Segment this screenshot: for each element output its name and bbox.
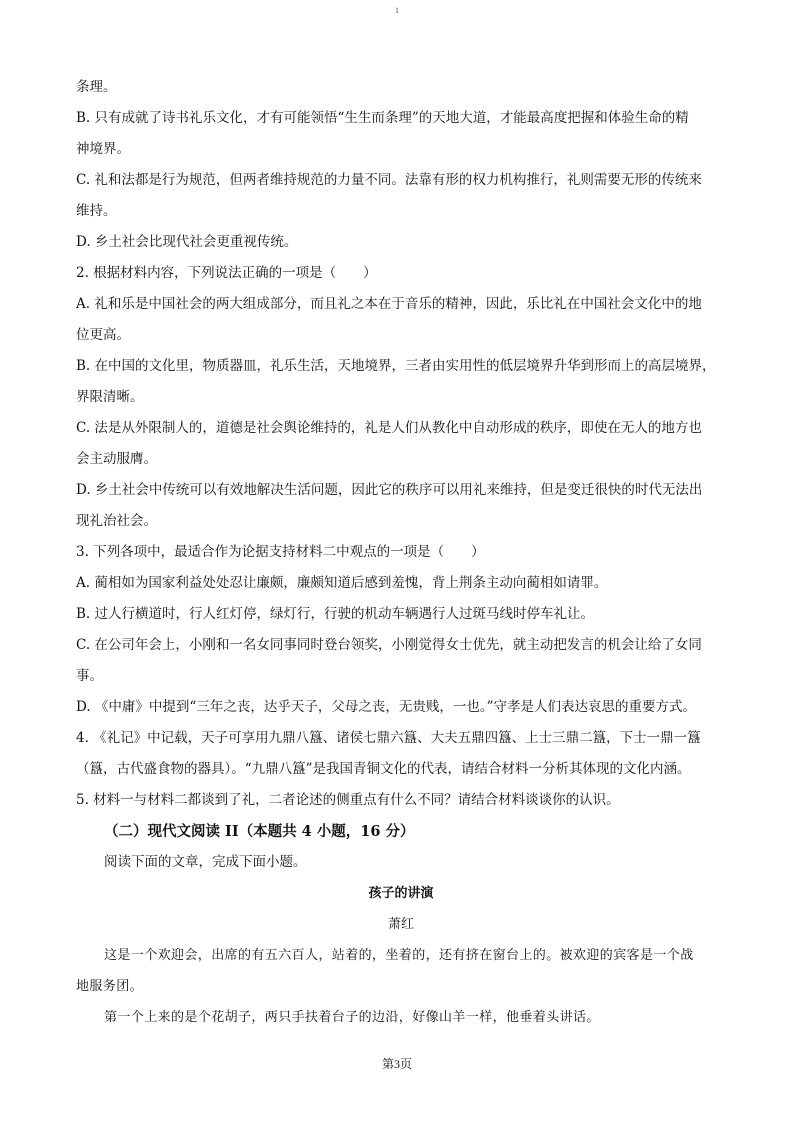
option-a-line: A. 礼和乐是中国社会的两大组成部分，而且礼之本在于音乐的精神，因此，乐比礼在中国社会文化中的地 [76,296,702,312]
option-c-line: C. 法是从外限制人的，道德是社会舆论维持的，礼是人们从教化中自动形成的秩序，即使在无人的地方也 [76,420,702,436]
text-line: 会主动服膺。 [76,451,157,467]
text-line: （簋，古代盛食物的器具）。“九鼎八簋”是我国青铜文化的代表，请结合材料一分析其体现的文化内涵。 [76,761,691,777]
question-2: 2. 根据材料内容，下列说法正确的一项是（ ） [76,265,377,281]
option-a-line: A. 蔺相如为国家利益处处忍让廉颇，廉颇知道后感到羞愧，背上荆条主动向蔺相如请罪。 [76,575,608,591]
option-c-line: C. 礼和法都是行为规范，但两者维持规范的力量不同。法靠有形的权力机构推行，礼则需要无形的传统来 [76,172,702,188]
question-5: 5. 材料一与材料二都谈到了礼，二者论述的侧重点有什么不同？请结合材料谈谈你的认识。 [76,792,620,808]
option-d-line: D. 《中庸》中提到“三年之丧，达乎天子，父母之丧，无贵贱，一也。”守孝是人们表达哀思的重要方式。 [76,699,696,715]
article-title: 孩子的讲演 [368,886,434,901]
text-line: 神境界。 [76,141,130,157]
option-d-line: D. 乡土社会比现代社会更重视传统。 [76,234,298,250]
text-line: 界限清晰。 [76,389,144,405]
reading-instruction: 阅读下面的文章，完成下面小题。 [104,854,307,870]
document-body [76,72,726,1033]
text-line: 位更高。 [76,327,130,343]
text-line: 条理。 [76,79,117,95]
page-top-mark: 1 [395,6,399,15]
text-line: 现礼治社会。 [76,513,157,529]
text-line: 维持。 [76,203,117,219]
option-c-line: C. 在公司年会上，小刚和一名女同事同时登台领奖，小刚觉得女士优先，就主动把发言的机会让给了女同 [76,637,702,653]
article-author: 萧红 [387,917,414,932]
article-paragraph-line: 地服务团。 [76,979,144,994]
text-line: 事。 [76,668,103,684]
option-b-line: B. 在中国的文化里，物质器皿，礼乐生活，天地境界，三者由实用性的低层境界升华到形而上的高层境界， [76,358,716,374]
article-paragraph-line: 第一个上来的是个花胡子，两只手扶着台子的边沿，好像山羊一样，他垂着头讲话。 [104,1010,600,1025]
option-d-line: D. 乡土社会中传统可以有效地解决生活问题，因此它的秩序可以用礼来维持，但是变迁很快的时代无法出 [76,482,703,498]
option-b-line: B. 只有成就了诗书礼乐文化，才有可能领悟“生生而条理”的天地大道，才能最高度把握和体验生命的精 [76,110,689,126]
option-b-line: B. 过人行横道时，行人红灯停，绿灯行，行驶的机动车辆遇行人过斑马线时停车礼让。 [76,606,595,622]
question-3: 3. 下列各项中，最适合作为论据支持材料二中观点的一项是（ ） [76,544,485,560]
question-4: 4. 《礼记》中记载，天子可享用九鼎八簋、诸侯七鼎六簋、大夫五鼎四簋、上士三鼎二簋，下士一鼎一簋 [76,730,701,746]
page-number: 第3页 [381,1057,412,1071]
article-paragraph-line: 这是一个欢迎会，出席的有五六百人，站着的，坐着的，还有挤在窗台上的。被欢迎的宾客是一个战 [104,948,694,963]
section-heading: （二）现代文阅读 II（本题共 4 小题，16 分） [104,823,415,840]
